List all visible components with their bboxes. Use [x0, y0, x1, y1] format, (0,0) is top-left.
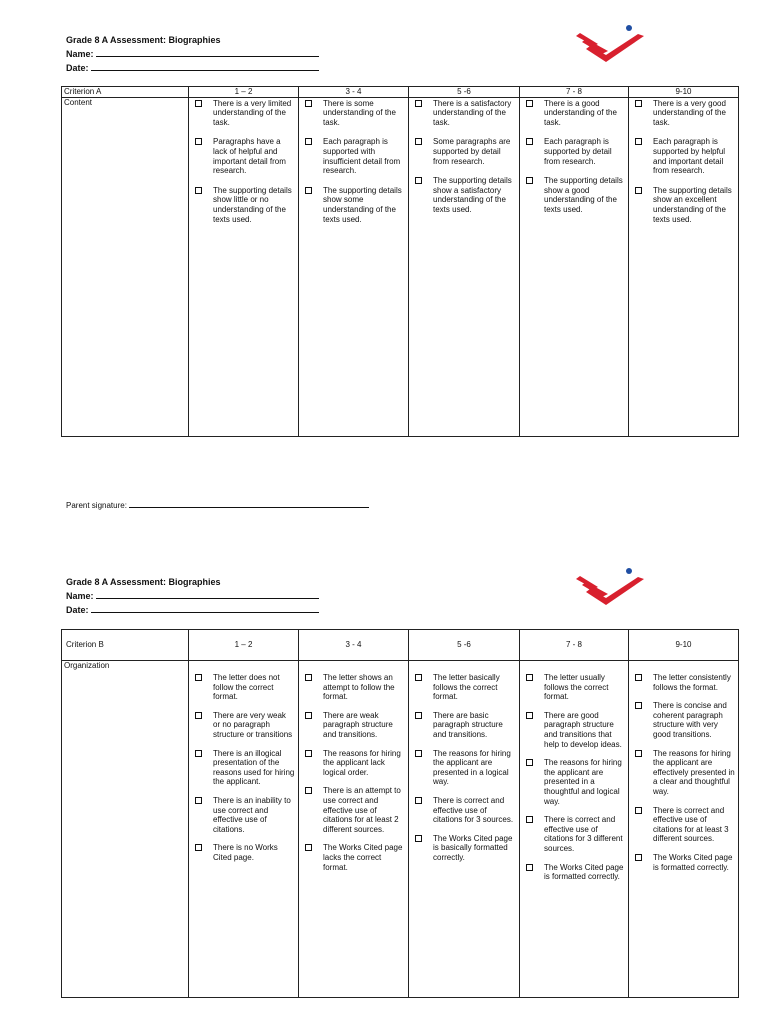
band-header: 9-10 [629, 630, 739, 661]
band-cell [629, 97, 739, 436]
band-cell [409, 97, 520, 436]
criteria-list [189, 98, 298, 225]
parent-signature-field[interactable] [129, 499, 369, 508]
checkbox-icon[interactable] [635, 674, 642, 681]
parent-signature [66, 499, 369, 510]
criterion-text: There is a very good understanding of the task. [653, 98, 726, 127]
criterion-item [633, 806, 735, 844]
criterion-text: There is a very limited understanding of the task. [213, 98, 292, 127]
band-header: 9-10 [629, 87, 739, 98]
header-block [66, 34, 319, 75]
band-header: 1 – 2 [189, 630, 299, 661]
school-logo [572, 565, 652, 609]
checkbox-icon[interactable] [195, 844, 202, 851]
header-block [66, 576, 319, 617]
criterion-item [303, 711, 405, 740]
band-header: 5 -6 [409, 87, 520, 98]
band-cell [409, 661, 520, 998]
checkbox-icon[interactable] [635, 138, 642, 145]
band-cell [189, 661, 299, 998]
criterion-item [303, 137, 405, 175]
name-label: Name: [66, 49, 94, 59]
criterion-text: The letter basically follows the correct format. [433, 673, 500, 702]
checkbox-icon[interactable] [415, 138, 422, 145]
criterion-text: There is an attempt to use correct and effective use of citations for at least 2 different sources. [323, 786, 401, 834]
criterion-text: The reasons for hiring the applicant lack logical order. [323, 748, 401, 777]
checkbox-icon[interactable] [305, 787, 312, 794]
criterion-item [524, 863, 625, 882]
parent-signature-label: Parent signature: [66, 501, 127, 510]
band-cell [520, 661, 629, 998]
criterion-label: Criterion B [62, 630, 189, 661]
page-title: Grade 8 A Assessment: Biographies [66, 577, 221, 587]
criterion-text: Paragraphs have a lack of helpful and important detail from research. [213, 137, 286, 176]
criterion-item [413, 673, 516, 702]
criterion-text: There is some understanding of the task. [323, 98, 396, 127]
checkbox-icon[interactable] [415, 835, 422, 842]
date-label: Date: [66, 63, 89, 73]
criterion-text: The supporting details show some understanding of the texts used. [323, 185, 402, 224]
band-header: 3 - 4 [299, 630, 409, 661]
criterion-item [633, 186, 735, 224]
criterion-text: There is concise and coherent paragraph structure with very good transitions. [653, 701, 727, 739]
checkbox-icon[interactable] [415, 712, 422, 719]
checkbox-icon[interactable] [635, 187, 642, 194]
checkbox-icon[interactable] [635, 854, 642, 861]
band-header: 3 - 4 [299, 87, 409, 98]
checkbox-icon[interactable] [526, 100, 533, 107]
name-field[interactable] [96, 589, 319, 599]
criterion-text: Each paragraph is supported by helpful and important detail from research. [653, 137, 726, 176]
checkbox-icon[interactable] [635, 807, 642, 814]
criterion-item [633, 749, 735, 797]
criterion-text: The reasons for hiring the applicant are presented in a logical way. [433, 748, 511, 787]
criterion-text: The letter does not follow the correct format. [213, 673, 280, 702]
criterion-item [193, 99, 295, 128]
criterion-text: The letter usually follows the correct format. [544, 673, 609, 702]
criterion-item [413, 834, 516, 863]
checkbox-icon[interactable] [635, 100, 642, 107]
criterion-item [193, 673, 295, 702]
checkbox-icon[interactable] [305, 844, 312, 851]
criterion-item [524, 673, 625, 702]
name-label: Name: [66, 591, 94, 601]
criterion-item [303, 749, 405, 778]
criteria-list [520, 661, 628, 882]
criteria-list [629, 98, 738, 225]
criterion-text: The letter shows an attempt to follow the format. [323, 673, 395, 702]
criterion-item [524, 758, 625, 806]
band-header: 1 – 2 [189, 87, 299, 98]
checkbox-icon[interactable] [195, 100, 202, 107]
band-cell [299, 661, 409, 998]
criterion-item [413, 796, 516, 825]
checkbox-icon[interactable] [305, 674, 312, 681]
criteria-list [629, 661, 738, 872]
checkbox-icon[interactable] [305, 187, 312, 194]
criterion-label: Criterion A [62, 87, 189, 98]
checkbox-icon[interactable] [195, 712, 202, 719]
band-cell [520, 97, 629, 436]
criterion-text: The reasons for hiring the applicant are presented in a thoughtful and logical way. [544, 758, 622, 806]
checkbox-icon[interactable] [635, 702, 642, 709]
criterion-text: The Works Cited page is formatted correctly. [544, 862, 624, 882]
checkbox-icon[interactable] [526, 138, 533, 145]
criterion-text: There is a satisfactory understanding of the task. [433, 98, 512, 127]
criterion-item [413, 711, 516, 740]
criterion-item [303, 786, 405, 834]
checkbox-icon[interactable] [526, 674, 533, 681]
criterion-text: There is no Works Cited page. [213, 843, 278, 862]
criterion-item [633, 137, 735, 175]
criterion-item [633, 673, 735, 692]
criterion-text: There is an inability to use correct and effective use of citations. [213, 795, 291, 834]
criterion-text: Each paragraph is supported with insufficient detail from research. [323, 137, 401, 176]
criterion-item [303, 186, 405, 224]
band-header: 5 -6 [409, 630, 520, 661]
band-cell [189, 97, 299, 436]
criteria-list [409, 661, 519, 863]
criterion-text: There are weak paragraph structure and transitions. [323, 710, 393, 739]
criterion-item [633, 99, 735, 128]
checkbox-icon[interactable] [195, 138, 202, 145]
checkbox-icon[interactable] [305, 138, 312, 145]
page-title: Grade 8 A Assessment: Biographies [66, 35, 221, 45]
date-label: Date: [66, 605, 89, 615]
checkbox-icon[interactable] [305, 712, 312, 719]
criterion-item [524, 711, 625, 749]
checkbox-icon[interactable] [195, 797, 202, 804]
criterion-text: Each paragraph is supported by detail from research. [544, 137, 612, 166]
criterion-text: The supporting details show a good understanding of the texts used. [544, 176, 623, 214]
criterion-text: The supporting details show an excellent understanding of the texts used. [653, 185, 732, 224]
criterion-text: There is correct and effective use of citations for at least 3 different sources. [653, 805, 729, 844]
criterion-item [524, 815, 625, 853]
checkbox-icon[interactable] [415, 177, 422, 184]
criterion-item [193, 749, 295, 787]
checkbox-icon[interactable] [305, 750, 312, 757]
criterion-text: The Works Cited page is formatted correctly. [653, 852, 733, 872]
criteria-list [299, 98, 408, 225]
criterion-text: The supporting details show little or no understanding of the texts used. [213, 185, 292, 224]
category-label: Content [62, 97, 189, 436]
criterion-item [303, 673, 405, 702]
criterion-item [413, 137, 516, 166]
criterion-item [303, 843, 405, 872]
criterion-text: There is correct and effective use of citations for 3 sources. [433, 795, 514, 825]
checkbox-icon[interactable] [415, 797, 422, 804]
checkbox-icon[interactable] [526, 759, 533, 766]
criterion-text: There is an illogical presentation of the reasons used for hiring the applicant. [213, 748, 295, 787]
band-header: 7 - 8 [520, 87, 629, 98]
checkbox-icon[interactable] [526, 177, 533, 184]
date-field[interactable] [91, 603, 319, 613]
criterion-item [413, 99, 516, 128]
band-cell [299, 97, 409, 436]
checkbox-icon[interactable] [526, 712, 533, 719]
criterion-text: There is correct and effective use of citations for 3 different sources. [544, 815, 623, 853]
criterion-item [524, 137, 625, 166]
criterion-item [193, 711, 295, 740]
criterion-text: The Works Cited page lacks the correct format. [323, 843, 403, 872]
checkbox-icon[interactable] [415, 750, 422, 757]
criterion-item [524, 176, 625, 214]
criterion-text: There are very weak or no paragraph structure or transitions [213, 710, 293, 739]
checkbox-icon[interactable] [195, 750, 202, 757]
criterion-item [193, 796, 295, 834]
band-header: 7 - 8 [520, 630, 629, 661]
criteria-list [189, 661, 298, 863]
criterion-text: There are good paragraph structure and transitions that help to develop ideas. [544, 710, 622, 749]
school-logo [572, 22, 652, 66]
checkbox-icon[interactable] [415, 100, 422, 107]
checkbox-icon[interactable] [635, 750, 642, 757]
criterion-item [413, 749, 516, 787]
date-field[interactable] [91, 61, 319, 71]
criteria-list [520, 98, 628, 215]
criterion-text: The Works Cited page is basically formatted correctly. [433, 833, 513, 862]
criterion-item [193, 137, 295, 175]
rubric-table-criterion-a [61, 86, 739, 437]
category-label: Organization [62, 661, 189, 998]
checkbox-icon[interactable] [195, 674, 202, 681]
checkbox-icon[interactable] [526, 864, 533, 871]
criterion-text: The letter consistently follows the format. [653, 673, 731, 692]
criterion-item [633, 853, 735, 872]
criterion-item [193, 843, 295, 862]
criterion-item [413, 176, 516, 214]
checkbox-icon[interactable] [195, 187, 202, 194]
criterion-item [193, 186, 295, 224]
criteria-list [299, 661, 408, 872]
criterion-text: The reasons for hiring the applicant are effectively presented in a clear and thoughtful way. [653, 748, 735, 796]
name-field[interactable] [96, 47, 319, 57]
checkbox-icon[interactable] [415, 674, 422, 681]
band-cell [629, 661, 739, 998]
criterion-text: Some paragraphs are supported by detail from research. [433, 137, 511, 166]
criterion-text: There are basic paragraph structure and transitions. [433, 710, 503, 739]
criterion-item [303, 99, 405, 128]
criterion-text: There is a good understanding of the task. [544, 98, 617, 127]
rubric-table-criterion-b [61, 629, 739, 998]
criteria-list [409, 98, 519, 215]
criterion-text: The supporting details show a satisfactory understanding of the texts used. [433, 176, 512, 214]
checkbox-icon[interactable] [305, 100, 312, 107]
criterion-item [524, 99, 625, 128]
criterion-item [633, 701, 735, 739]
checkbox-icon[interactable] [526, 816, 533, 823]
